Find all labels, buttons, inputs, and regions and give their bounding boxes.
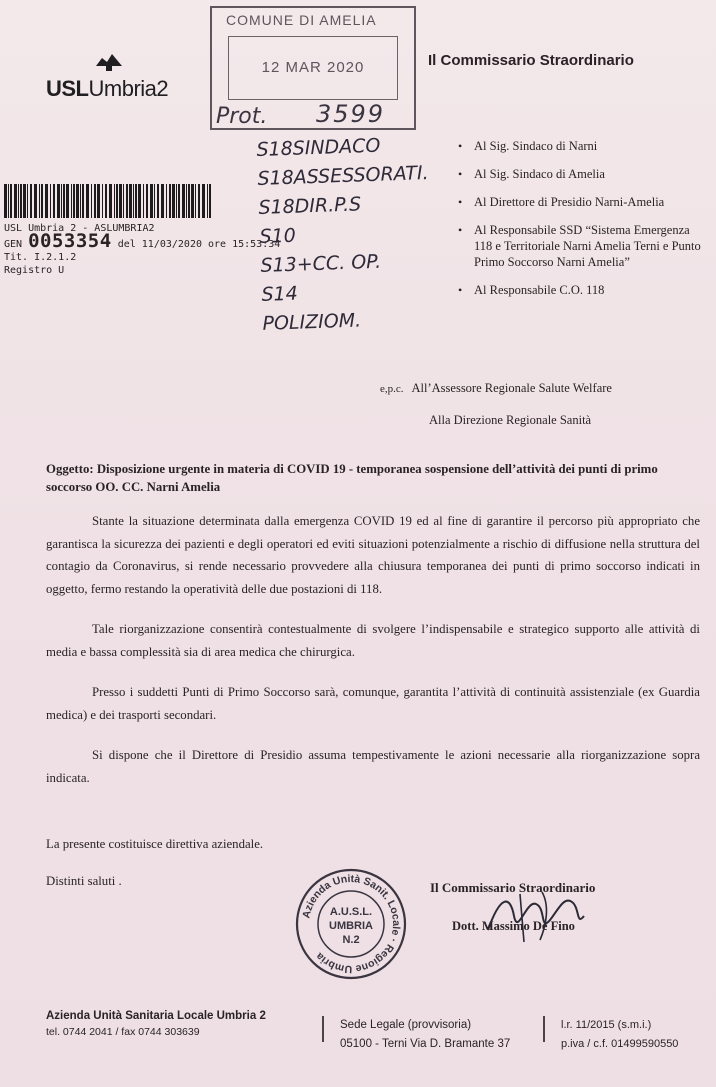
usl-umbria-logo (46, 52, 186, 102)
header-commissario: Il Commissario Straordinario (428, 52, 634, 69)
seal-line1: A.U.S.L. (329, 906, 373, 918)
registration-date: del 11/03/2020 ore 15:53:34 (117, 239, 281, 250)
recipient-item: • Al Sig. Sindaco di Amelia (456, 166, 706, 182)
seal-line3: N.2 (342, 934, 360, 946)
protocol-stamp (210, 6, 416, 130)
stamp-prot-label: Prot. (216, 104, 268, 129)
recipient-item: • Al Direttore di Presidio Narni-Amelia (456, 194, 706, 210)
signatory-title: Il Commissario Straordinario (430, 880, 596, 895)
handwritten-line: S18DIR.P.S (258, 193, 362, 219)
footer-sede-label: Sede Legale (provvisoria) (340, 1019, 472, 1031)
logo-mark-icon (94, 52, 124, 72)
stamp-date-box (228, 36, 398, 100)
letter-body (46, 510, 700, 807)
cc-recipient: All’Assessore Regionale Salute Welfare (411, 381, 612, 395)
footer-divider (322, 1016, 324, 1042)
handwritten-line: S10 (259, 224, 297, 248)
handwritten-signature-icon (480, 886, 590, 946)
seal-ring-text: Azienda Unità Sanit. Locale · Regione Umbria (300, 872, 403, 976)
cc-recipient: Alla Direzione Regionale Sanità (429, 413, 592, 427)
footer-organization: Azienda Unità Sanitaria Locale Umbria 2 (46, 1010, 266, 1022)
handwritten-line: S14 (261, 282, 299, 306)
seal-line2: UMBRIA (329, 920, 373, 932)
logo-wordmark: USLUmbria2 (46, 76, 169, 101)
registration-block (4, 222, 280, 277)
body-paragraph: Si dispone che il Direttore di Presidio assuma tempestivamente le azioni necessarie alla riorganizzazione sopra indicata. (46, 748, 700, 785)
handwritten-line: S13+CC. OP. (260, 250, 382, 277)
registration-tit: Tit. I.2.1.2 (4, 252, 77, 263)
greeting-line: Distinti saluti . (46, 874, 122, 888)
footer-divider (543, 1016, 545, 1042)
recipient-item: • Al Sig. Sindaco di Narni (456, 138, 706, 154)
registration-registro: Registro U (4, 265, 65, 276)
registration-number: 0053354 (28, 230, 112, 252)
closing-line: La presente costituisce direttiva aziendale. (46, 837, 264, 851)
body-paragraph: Presso i suddetti Punti di Primo Soccorso sarà, comunque, garantita l’attività di continuità assistenziale (ex Guardia medica) e dei trasporti secondari. (46, 685, 700, 722)
footer-sede-address: 05100 - Terni Via D. Bramante 37 (340, 1038, 511, 1050)
subject-line: Oggetto: Disposizione urgente in materia di COVID 19 - temporanea sospensione dell’attività dei punti di primo soccorso OO. CC. Narni Amelia (46, 462, 658, 494)
signatory-name: Dott. Massimo De Fino (452, 919, 575, 933)
registration-gen-line (4, 230, 281, 252)
stamp-prot-number: 3599 (316, 100, 386, 128)
barcode-icon (4, 184, 214, 218)
stamp-title: COMUNE DI AMELIA (226, 12, 377, 28)
recipient-item: • Al Responsabile C.O. 118 (456, 282, 706, 298)
handwritten-line: S18ASSESSORATI. (257, 162, 429, 190)
handwritten-line: POLIZIOM. (262, 309, 362, 335)
recipients-list (456, 138, 706, 310)
registration-line1: USL Umbria 2 - ASLUMBRIA2 (4, 223, 155, 234)
cc-line-1 (380, 381, 612, 396)
footer-legal (561, 1016, 678, 1054)
gen-label: GEN (4, 239, 23, 250)
body-paragraph: Stante la situazione determinata dalla emergenza COVID 19 ed al fine di garantire il percorso più appropriato che garantisca la sicurezza dei pazienti e degli operatori ed eviti situazioni potenzialmente a rischio di diffusione nella struttura del contagio da Coronavirus, si rende necessario provvedere alla chiusura temporanea dei punti di primo soccorso indicati in oggetto, fermo restando la operatività delle due postazioni di 118. (46, 514, 700, 596)
body-paragraph: Tale riorganizzazione consentirà contestualmente di svolgere l’indispensabile e strategico supporto alle attività di media e bassa complessità sia di area medica che chirurgica. (46, 622, 700, 659)
handwritten-notes (256, 130, 434, 339)
footer-law-ref: l.r. 11/2015 (s.m.i.) (561, 1019, 652, 1031)
official-seal-icon (294, 867, 408, 981)
footer-phone: tel. 0744 2041 / fax 0744 303639 (46, 1026, 200, 1038)
footer-vat: p.iva / c.f. 01499590550 (561, 1038, 679, 1050)
footer-address (340, 1016, 510, 1054)
stamp-date: 12 MAR 2020 (261, 59, 365, 76)
cc-label: e,p.c. (380, 383, 404, 395)
handwritten-line: S18SINDACO (256, 134, 381, 161)
recipient-item: • Al Responsabile SSD “Sistema Emergenza 118 e Territoriale Narni Amelia Terni e Punto Primo Soccorso Narni Amelia” (456, 222, 706, 270)
